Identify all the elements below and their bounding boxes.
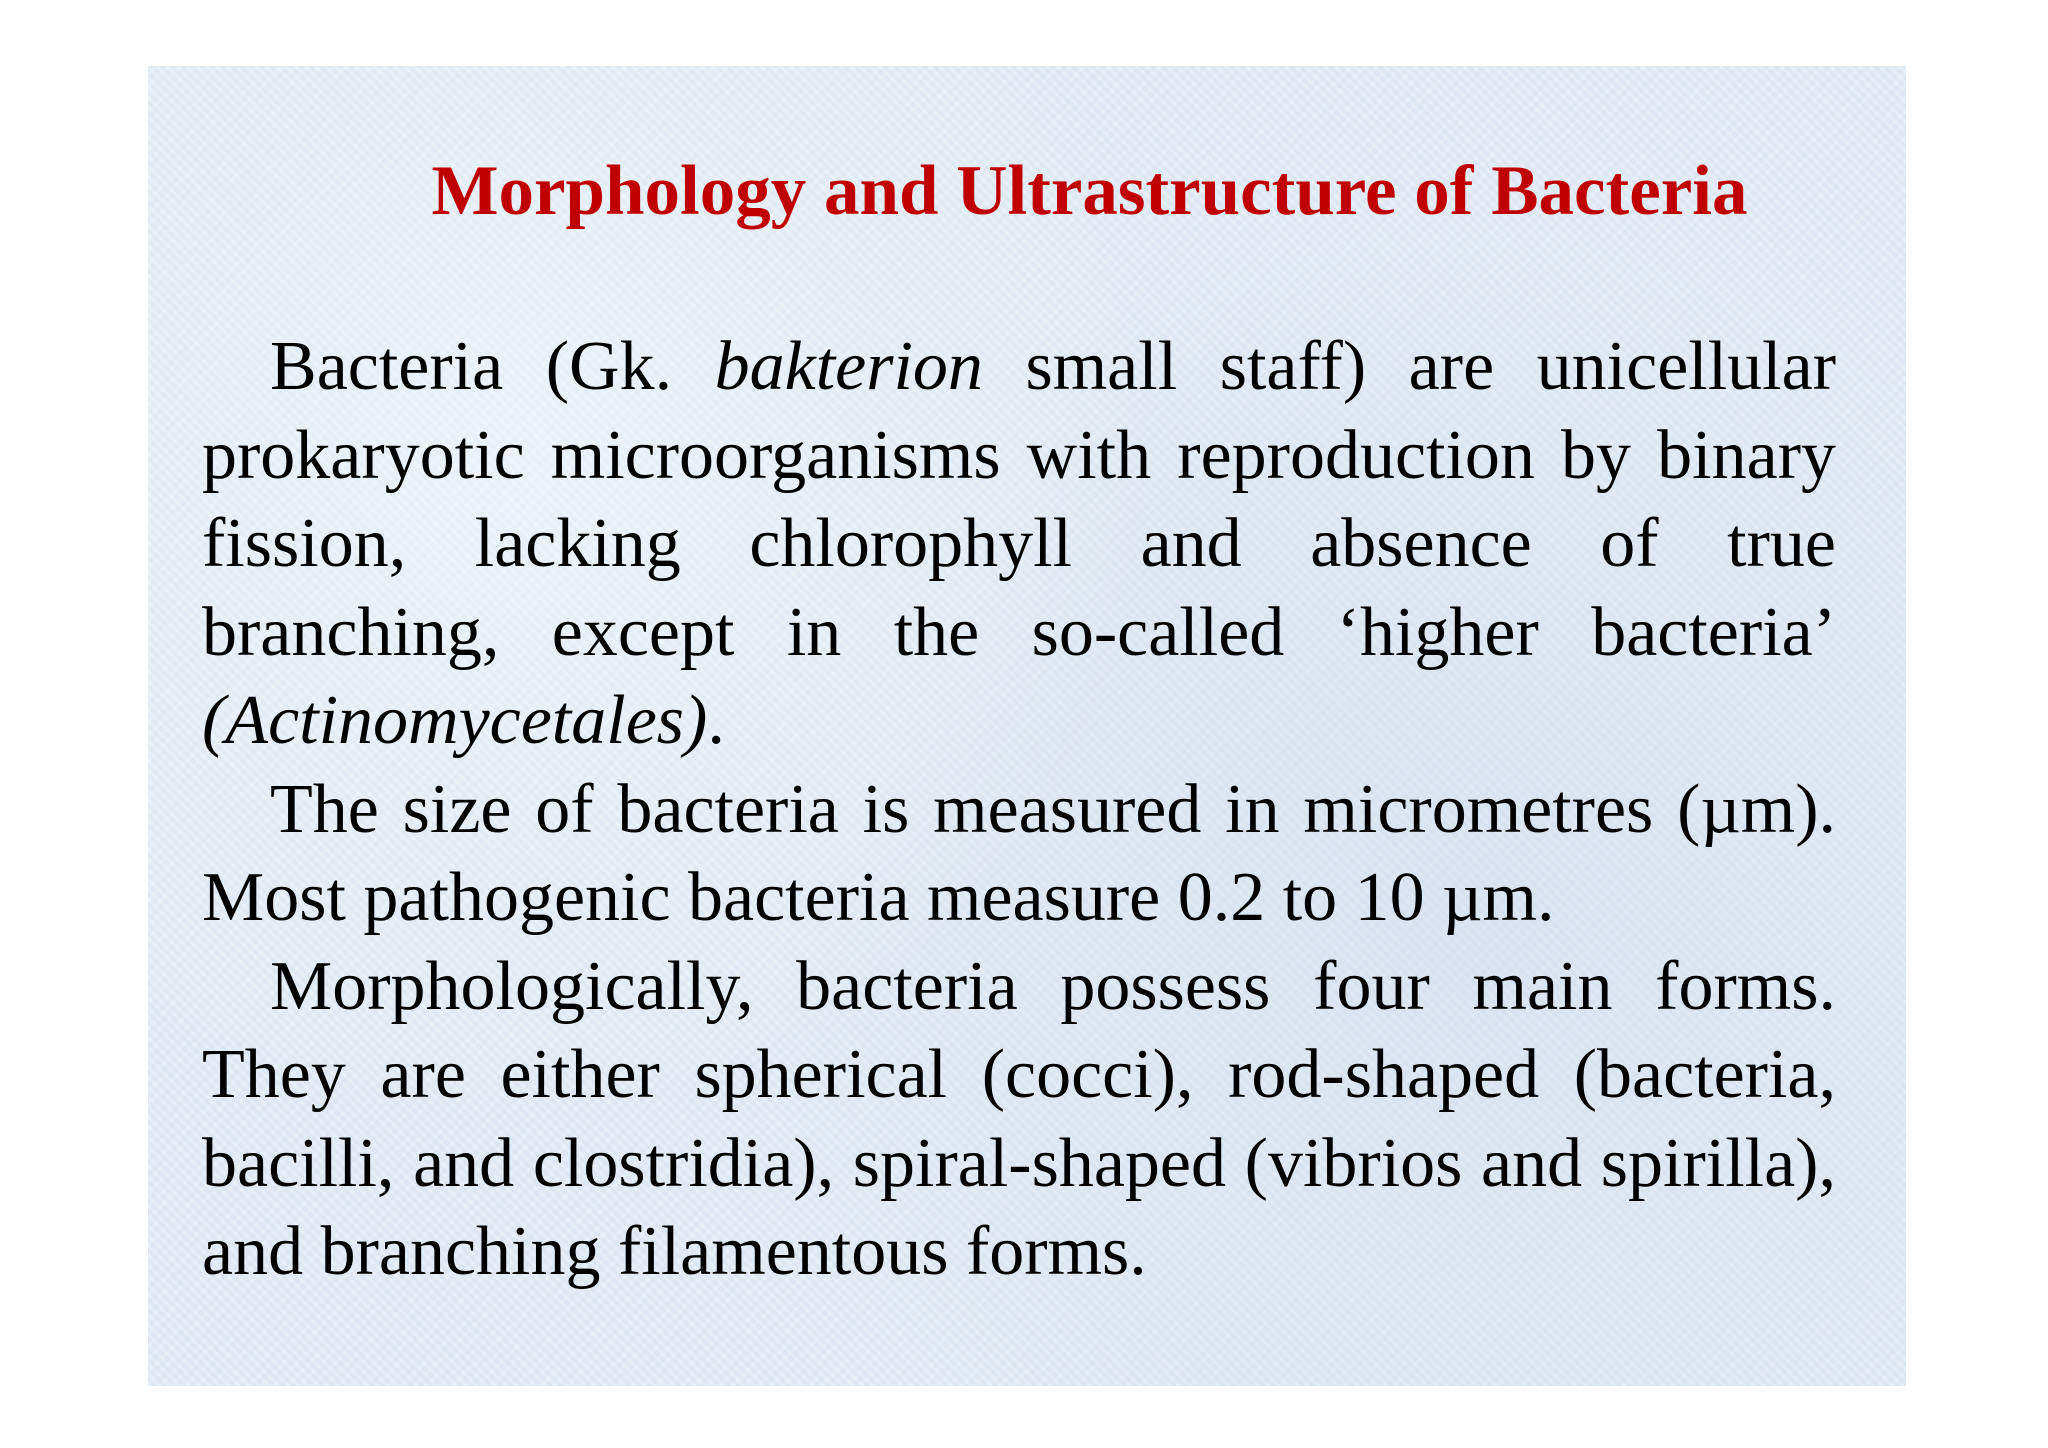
slide-body [202,323,1836,1297]
order-name: (Actinomycetales) [202,682,708,759]
definition-text-middle: small staff) are unicellular prokaryotic microorganisms with reproduction by binary fission, lacking chlorophyll and absence of true branching, except in the so-called ‘higher bacteria’ [202,328,1836,671]
paragraph-size: The size of bacteria is measured in micrometres (µm). Most pathogenic bacteria measure 0.2 to 10 µm. [202,770,1836,936]
definition-text-end: . [707,682,725,759]
paragraph-forms: Morphologically, bacteria possess four main forms. They are either spherical (cocci), rod-shaped (bacteria, bacilli, and clostridia), spiral-shaped (vibrios and spirilla), and branching filamentous forms. [202,947,1836,1290]
slide-title: Morphology and Ultrastructure of Bacteria [431,152,1748,230]
paragraph-definition [202,323,1836,766]
slide [148,66,1906,1386]
definition-text-start: Bacteria (Gk. [270,328,715,405]
greek-term: bakterion [714,328,983,405]
